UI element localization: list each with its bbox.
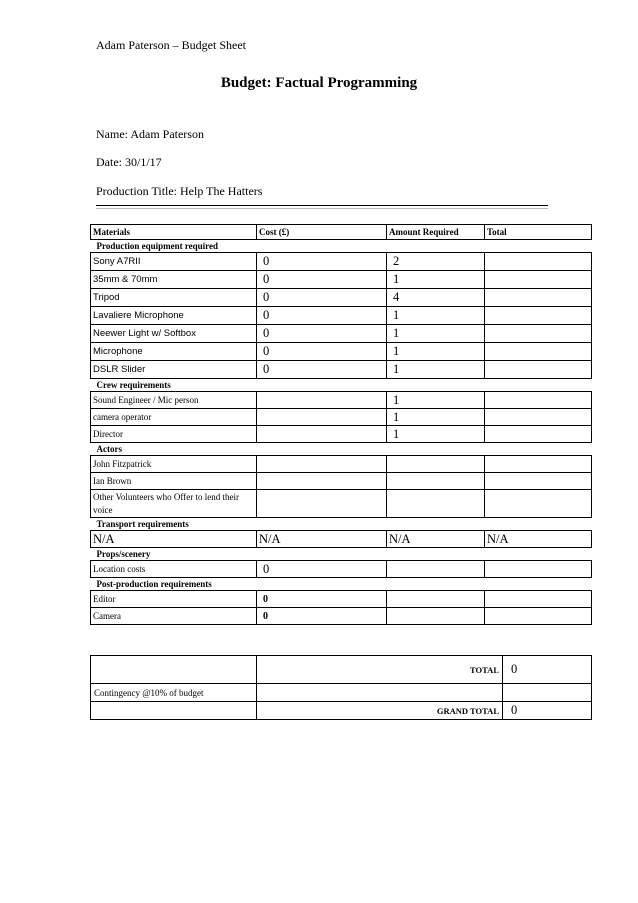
cost-cell (257, 490, 387, 518)
cost-cell: 0 (257, 361, 387, 379)
amount-cell: N/A (387, 531, 485, 548)
cost-cell: 0 (257, 325, 387, 343)
total-value: 0 (503, 656, 592, 684)
grand-total-row (91, 702, 592, 720)
header-amount: Amount Required (387, 225, 485, 240)
amount-cell (387, 456, 485, 473)
grand-total-blank-cell (91, 702, 257, 720)
amount-cell: 1 (387, 392, 485, 409)
total-cell (485, 307, 592, 325)
amount-cell: 4 (387, 289, 485, 307)
info-name: Name: Adam Paterson (96, 127, 204, 141)
item-cell: Location costs (91, 561, 257, 578)
contingency-label: Contingency @10% of budget (91, 684, 257, 702)
table-row (91, 343, 592, 361)
section-actors: Actors (96, 444, 122, 454)
total-cell (485, 361, 592, 379)
item-cell: Neewer Light w/ Softbox (91, 325, 257, 343)
cost-cell: 0 (257, 289, 387, 307)
section-crew: Crew requirements (96, 380, 171, 390)
item-cell: Lavaliere Microphone (91, 307, 257, 325)
section-transport: Transport requirements (96, 519, 189, 529)
totals-table (90, 655, 592, 720)
amount-cell: 1 (387, 343, 485, 361)
cost-cell (257, 426, 387, 443)
total-cell (485, 561, 592, 578)
info-date: Date: 30/1/17 (96, 155, 162, 169)
table-row (91, 392, 592, 409)
item-cell: Sony A7RII (91, 253, 257, 271)
contingency-row (91, 684, 592, 702)
total-cell (485, 343, 592, 361)
page-header: Adam Paterson – Budget Sheet (96, 38, 246, 52)
item-cell: John Fitzpatrick (91, 456, 257, 473)
cost-cell (257, 456, 387, 473)
item-cell: Sound Engineer / Mic person (91, 392, 257, 409)
item-cell: camera operator (91, 409, 257, 426)
header-materials: Materials (91, 225, 257, 240)
divider-shadow (96, 208, 548, 209)
item-cell: N/A (91, 531, 257, 548)
item-cell: Director (91, 426, 257, 443)
table-row (91, 325, 592, 343)
total-cell (485, 392, 592, 409)
total-cell (485, 426, 592, 443)
amount-cell: 1 (387, 307, 485, 325)
cost-cell: N/A (257, 531, 387, 548)
header-cost: Cost (£) (257, 225, 387, 240)
total-cell (485, 325, 592, 343)
cost-cell (257, 392, 387, 409)
cost-cell: 0 (257, 271, 387, 289)
item-cell: DSLR Slider (91, 361, 257, 379)
total-cell (485, 289, 592, 307)
table-row (91, 361, 592, 379)
table-row (91, 271, 592, 289)
document-title: Budget: Factual Programming (220, 75, 418, 91)
section-postprod: Post-production requirements (96, 579, 212, 589)
item-cell: Other Volunteers who Offer to lend their voice (91, 490, 257, 518)
table-row (91, 561, 592, 578)
total-cell (485, 591, 592, 608)
section-props: Props/scenery (96, 549, 151, 559)
total-label: TOTAL (257, 656, 503, 684)
grand-total-value: 0 (503, 702, 592, 720)
cost-cell: 0 (257, 608, 387, 625)
cost-cell: 0 (257, 253, 387, 271)
contingency-blank-cell (257, 684, 503, 702)
item-cell: Microphone (91, 343, 257, 361)
table-row (91, 426, 592, 443)
section-production: Production equipment required (96, 241, 219, 251)
header-total: Total (485, 225, 592, 240)
cost-cell: 0 (257, 561, 387, 578)
budget-table (90, 224, 592, 625)
total-cell (485, 473, 592, 490)
total-cell: N/A (485, 531, 592, 548)
cost-cell: 0 (257, 307, 387, 325)
amount-cell: 1 (387, 325, 485, 343)
info-production-title: Production Title: Help The Hatters (96, 184, 263, 198)
divider (96, 205, 548, 206)
cost-cell (257, 409, 387, 426)
item-cell: Camera (91, 608, 257, 625)
total-blank-cell (91, 656, 257, 684)
total-cell (485, 490, 592, 518)
cost-cell (257, 473, 387, 490)
table-row (91, 409, 592, 426)
total-cell (485, 253, 592, 271)
item-cell: Ian Brown (91, 473, 257, 490)
table-row (91, 531, 592, 548)
amount-cell: 1 (387, 271, 485, 289)
amount-cell (387, 473, 485, 490)
amount-cell: 1 (387, 409, 485, 426)
total-cell (485, 608, 592, 625)
cost-cell: 0 (257, 591, 387, 608)
item-cell: 35mm & 70mm (91, 271, 257, 289)
table-row (91, 608, 592, 625)
item-cell: Tripod (91, 289, 257, 307)
total-row (91, 656, 592, 684)
amount-cell: 2 (387, 253, 485, 271)
table-row (91, 591, 592, 608)
amount-cell (387, 608, 485, 625)
table-row (91, 473, 592, 490)
item-cell: Editor (91, 591, 257, 608)
amount-cell (387, 591, 485, 608)
amount-cell (387, 490, 485, 518)
total-cell (485, 456, 592, 473)
table-row (91, 289, 592, 307)
amount-cell: 1 (387, 426, 485, 443)
total-cell (485, 409, 592, 426)
table-row (91, 490, 592, 518)
table-row (91, 307, 592, 325)
amount-cell (387, 561, 485, 578)
cost-cell: 0 (257, 343, 387, 361)
table-row (91, 456, 592, 473)
contingency-value (503, 684, 592, 702)
table-row (91, 253, 592, 271)
table-header-row (91, 225, 592, 240)
total-cell (485, 271, 592, 289)
grand-total-label: GRAND TOTAL (257, 702, 503, 720)
amount-cell: 1 (387, 361, 485, 379)
